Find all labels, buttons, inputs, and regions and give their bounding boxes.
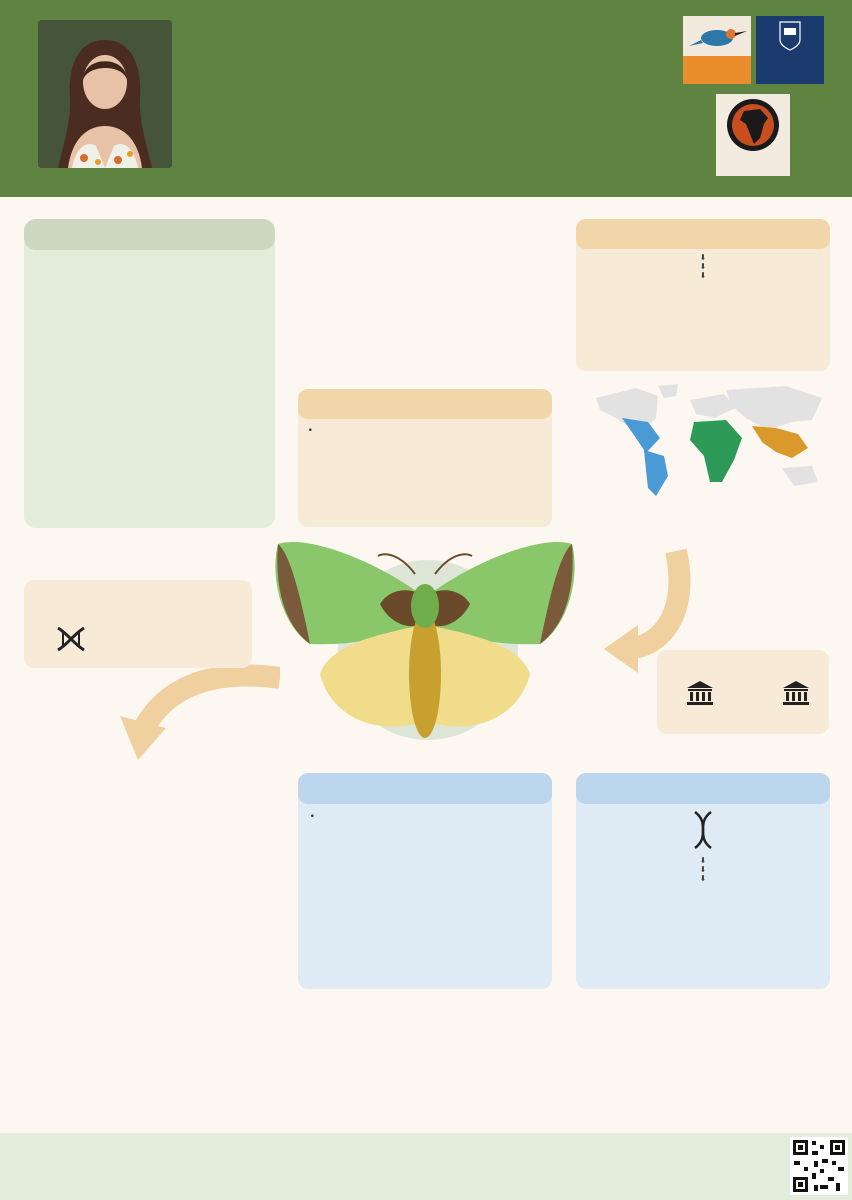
introduction-text [24, 250, 275, 280]
poster-footer [0, 1133, 852, 1200]
phylogeny-tree [24, 774, 290, 1044]
museum-icon [685, 680, 715, 706]
dna-icon [54, 624, 88, 654]
down-arrow-icon: ⬇ [699, 874, 707, 883]
down-arrow-icon: ⬇ [699, 262, 707, 271]
methods-heading [576, 219, 830, 249]
poster-header [0, 0, 852, 197]
results-body [298, 804, 552, 816]
biology-logo [683, 16, 751, 84]
aims-panel [298, 389, 552, 527]
museum-icon [781, 680, 811, 706]
next-steps-branch [586, 810, 820, 856]
map-america-south [644, 450, 668, 496]
kingfisher-icon [683, 16, 751, 56]
author-photo [38, 20, 172, 168]
figure-3 [24, 774, 290, 1114]
down-arrow-icon: ⬇ [699, 271, 707, 280]
aims-list [298, 419, 552, 431]
fig4-moths [346, 1000, 826, 1088]
down-arrow-icon: ⬇ [699, 865, 707, 874]
down-arrow-icon: ⬇ [699, 253, 707, 262]
figure-2 [586, 378, 836, 528]
world-map [586, 378, 836, 503]
anhrt-logo [716, 94, 790, 176]
map-africa [690, 420, 742, 482]
results-panel [298, 773, 552, 989]
qr-code-icon[interactable] [790, 1137, 848, 1195]
fig1-moths [298, 225, 556, 313]
map-america-north [622, 418, 660, 453]
introduction-heading [24, 219, 275, 250]
methods-panel [576, 219, 830, 371]
dna-icon [692, 810, 714, 850]
oxford-logo [756, 16, 824, 84]
africa-map-icon [716, 94, 790, 156]
results-heading [298, 773, 552, 804]
next-steps-panel [576, 773, 830, 989]
museum-box [657, 650, 829, 734]
map-asia [752, 426, 808, 458]
down-arrow-icon: ⬇ [699, 856, 707, 865]
figure-4 [346, 1000, 826, 1125]
next-steps-heading [576, 773, 830, 804]
oxford-crest-icon [756, 16, 824, 54]
introduction-panel [24, 219, 275, 528]
fig1-labels [298, 319, 556, 349]
next-steps-body [576, 804, 830, 887]
dna-box [24, 580, 252, 668]
moth-specimen-image [270, 534, 580, 764]
figure-1 [298, 225, 556, 375]
aims-heading [298, 389, 552, 419]
central-moth-figure [270, 534, 580, 764]
methods-steps [576, 249, 830, 280]
